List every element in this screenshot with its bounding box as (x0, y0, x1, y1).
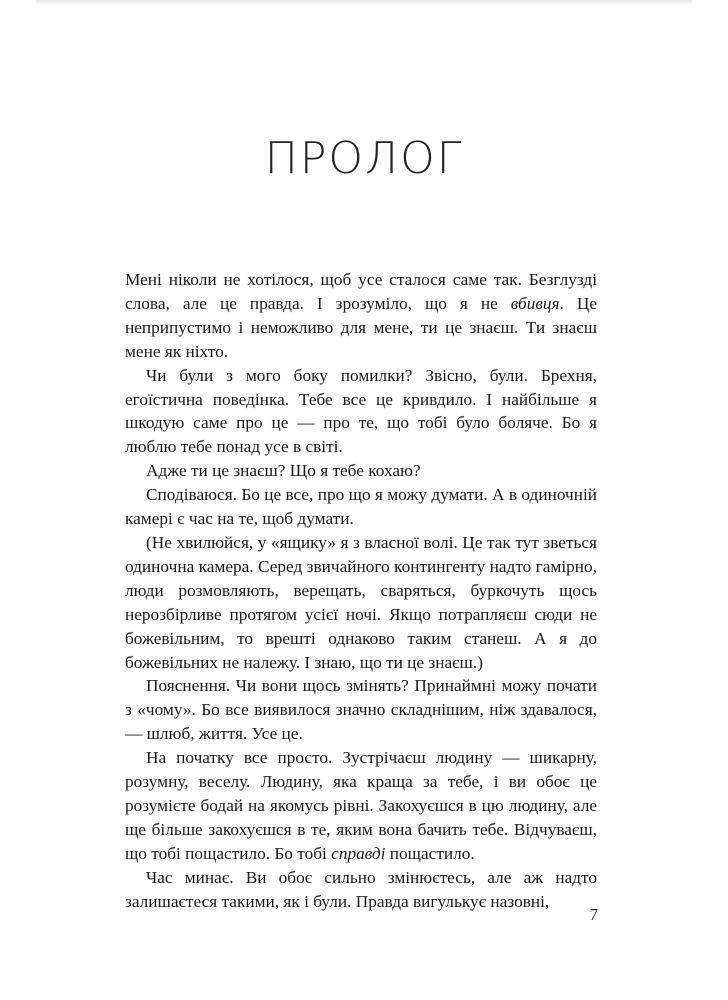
paragraph (125, 459, 597, 483)
text-run: Пояснення. Чи вони щось змінять? Принаймні можу почати з «чому». Бо все виявилося значно складнішим, ніж здавалося, — шлюб, життя. Усе це. (125, 676, 597, 744)
page-number: 7 (589, 905, 598, 924)
paragraph (125, 866, 597, 914)
text-run: Час минає. Ви обоє сильно змінюєтесь, але аж надто залишаєтеся такими, як і були. Правда вигулькує назовні, (125, 867, 597, 911)
text-run: пощастило. (385, 843, 475, 863)
italic-text: вбивця (510, 293, 560, 313)
paragraph (125, 674, 597, 746)
text-run: (Не хвилюйся, у «ящику» я з власної волі. Це так тут зветься одиночна камера. Серед звичайного контингенту надто гамірно, люди розмовляють, верещать, сваряться, буркочуть щось нерозбірливе протягом усієї ночі. Якщо потрапляєш сюди не божевільним, то врешті однаково таким станеш. А я до божевільних не належу. І знаю, що ти це знаєш.) (125, 532, 597, 672)
text-run: Мені ніколи не хотілося, щоб усе сталося саме так. Безглузді слова, але це правда. І зрозуміло, що я не (125, 270, 597, 313)
text-run: . Це неприпустимо і неможливо для мене, ти це знаєш. Ти знаєш мене як ніхто. (125, 293, 597, 361)
chapter-title: ПРОЛОГ (264, 133, 464, 184)
text-run: Чи були з мого боку помилки? Звісно, були. Брехня, егоїстична поведінка. Тебе все це кривдило. І найбільше я шкодую саме про це — про те, що тобі було боляче. Бо я люблю тебе понад усе в світі. (125, 365, 597, 457)
text-run: На початку все просто. Зустрічаєш людину — шикарну, розумну, веселу. Людину, яка краща за тебе, і ви обоє це розумієте бодай на якомусь рівні. Закохуєшся в цю людину, але ще більше закохуєшся в те, яким вона бачить тебе. Відчуваєш, що тобі пощастило. Бо тобі (125, 748, 597, 863)
paragraph (125, 364, 597, 460)
text-run: Адже ти це знаєш? Що я тебе кохаю? (146, 461, 421, 481)
text-run: Сподіваюся. Бо це все, про що я можу думати. А в одиночній камері є час на те, щоб думати. (125, 485, 597, 529)
paragraph (125, 268, 597, 364)
body-text (125, 268, 597, 913)
paragraph (125, 483, 597, 531)
paragraph (125, 746, 597, 866)
italic-text: справді (331, 843, 386, 863)
page-top-edge (36, 0, 692, 6)
paragraph (125, 531, 597, 674)
